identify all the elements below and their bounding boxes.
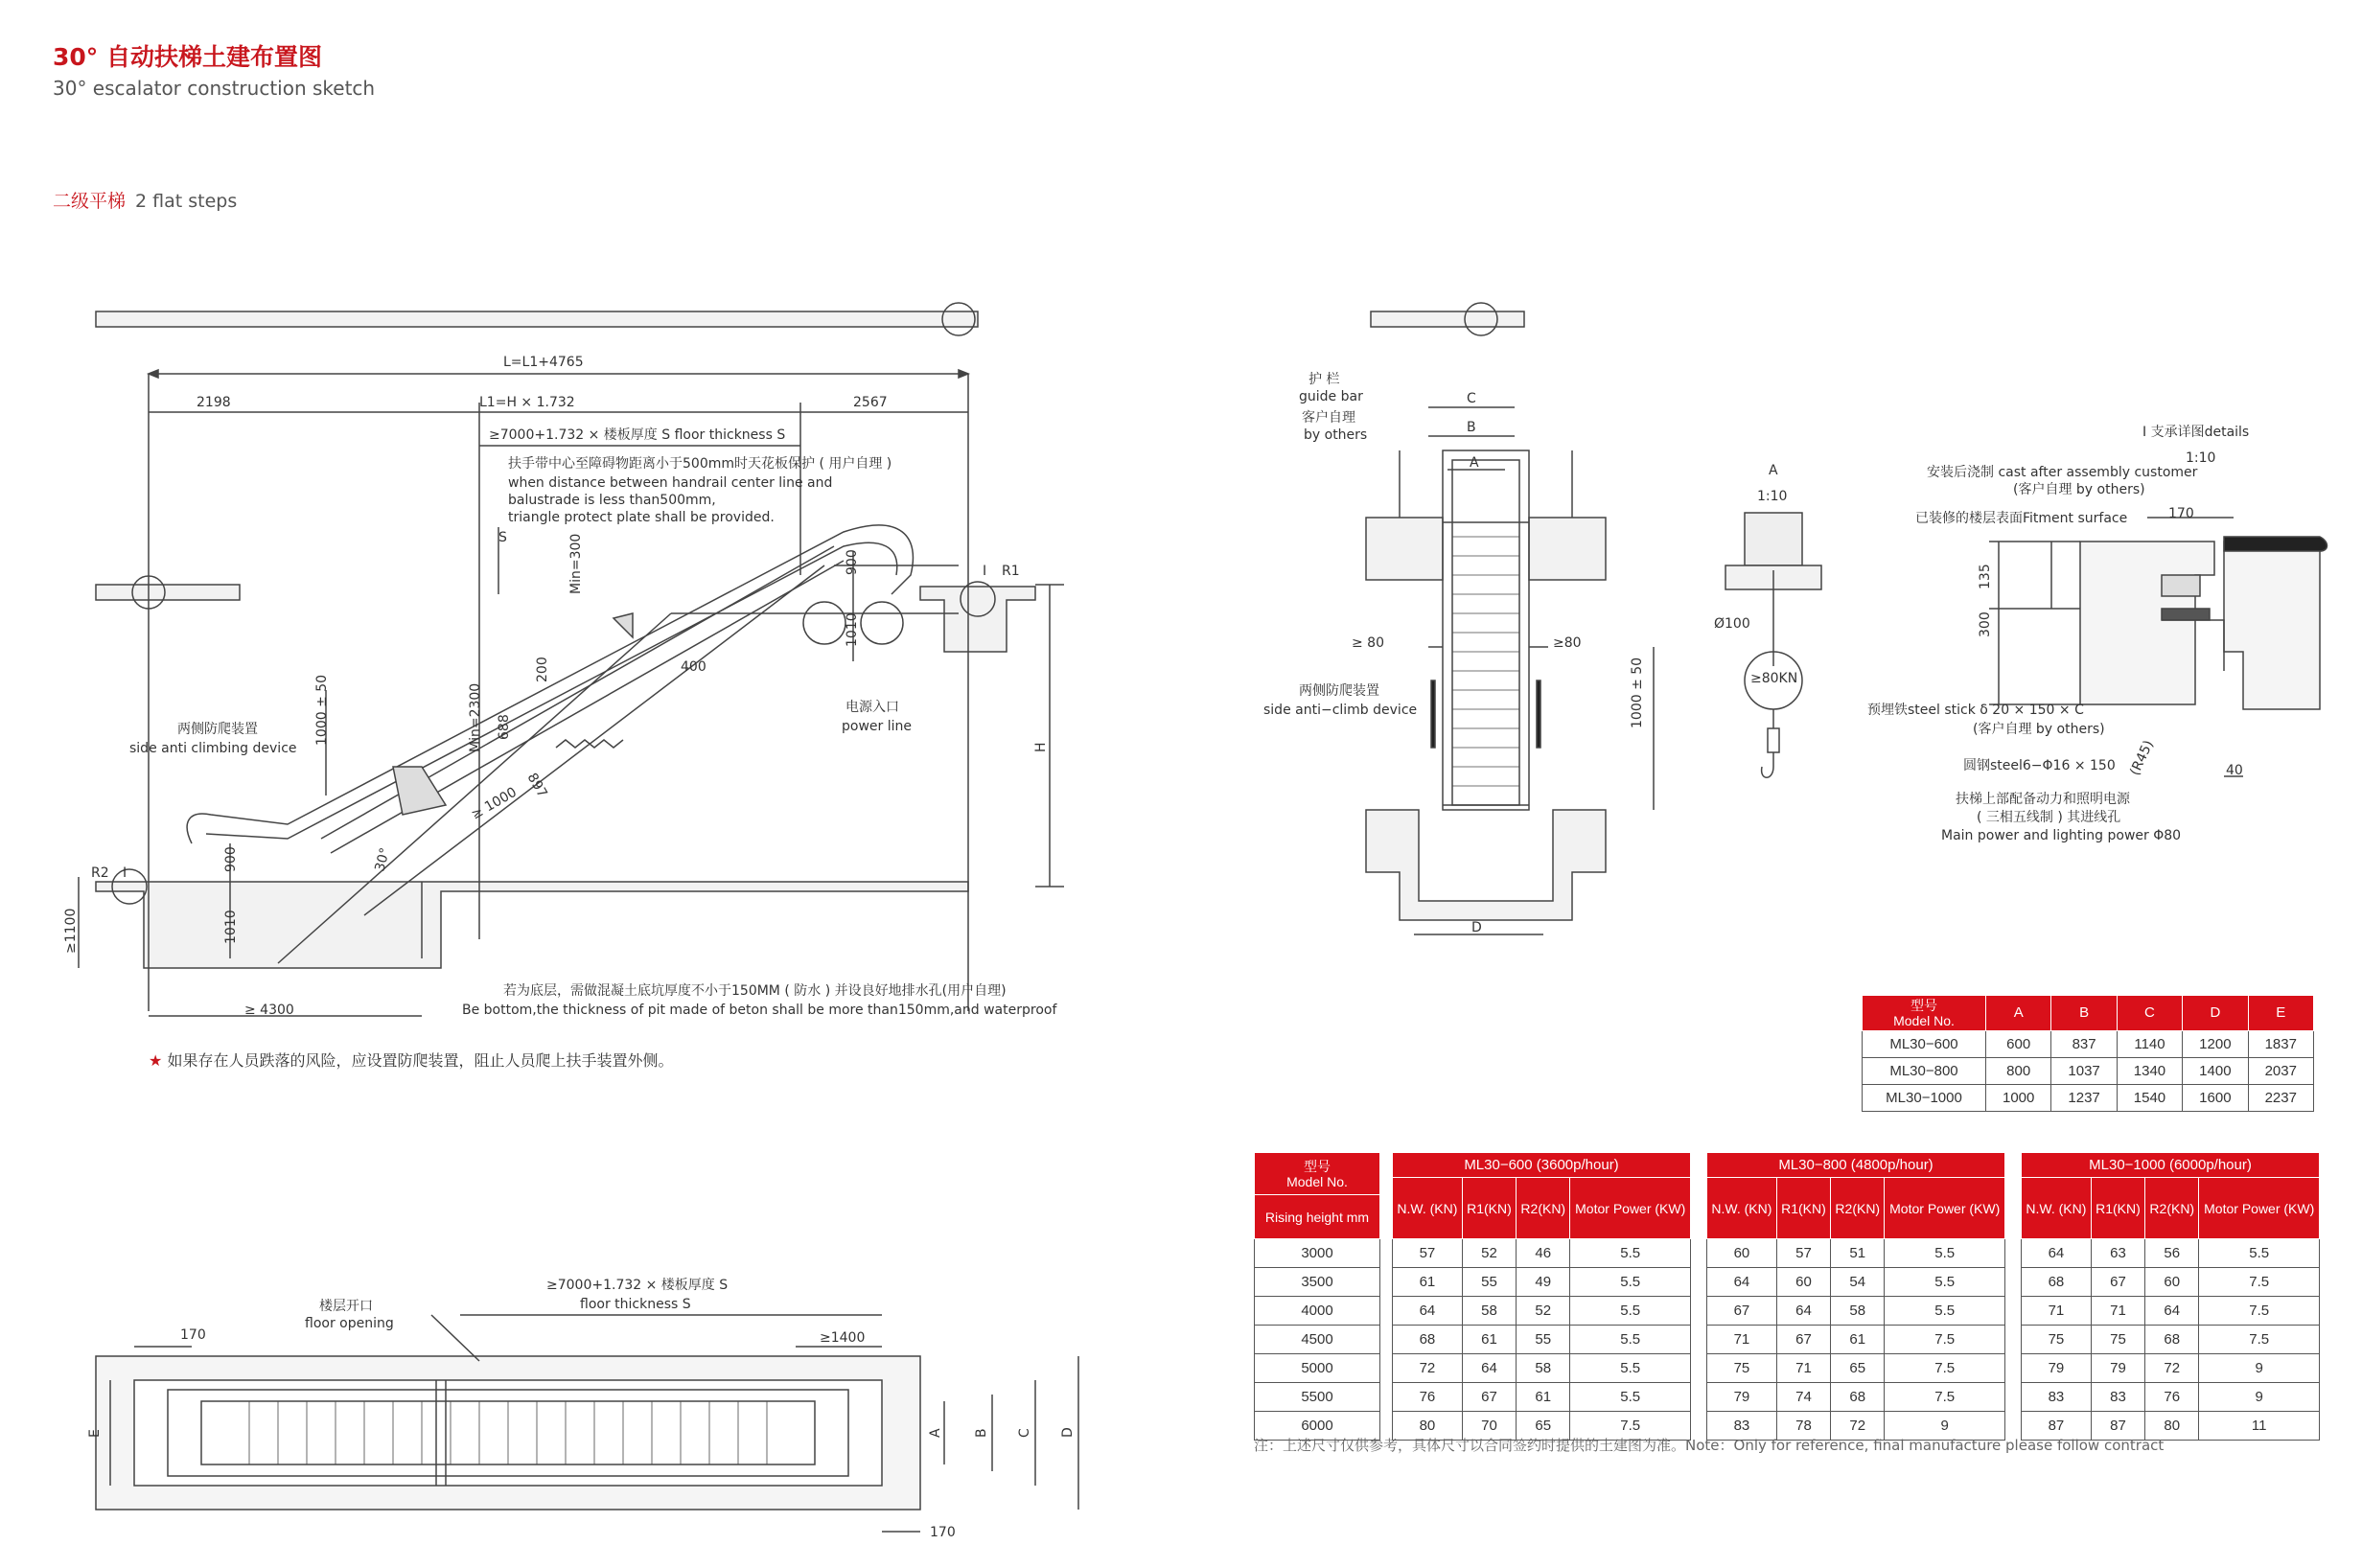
dim-col-d: D bbox=[2183, 996, 2248, 1031]
table-cell: 600 bbox=[1986, 1031, 2051, 1058]
table-cell: 6000 bbox=[1255, 1412, 1380, 1441]
table-cell: 3500 bbox=[1255, 1268, 1380, 1297]
dim-min2300: Min=2300 bbox=[468, 682, 483, 752]
table-cell: 87 bbox=[2022, 1412, 2092, 1441]
table-row bbox=[2022, 1354, 2320, 1383]
front-d: D bbox=[1471, 920, 1482, 935]
dim-table-head-cn: 型号 bbox=[1910, 998, 1937, 1013]
table-cell: 5.5 bbox=[1570, 1354, 1691, 1383]
table-cell: 2237 bbox=[2248, 1085, 2313, 1112]
table-cell: 63 bbox=[2091, 1239, 2144, 1268]
dim-left: 2198 bbox=[197, 395, 231, 410]
load-model-en: Model No. bbox=[1286, 1173, 1348, 1189]
front-anti-cn: 两侧防爬装置 bbox=[1299, 683, 1379, 699]
plan-d170-top: 170 bbox=[180, 1327, 206, 1343]
detail-i-power-3: Main power and lighting power Φ80 bbox=[1941, 828, 2182, 843]
table-cell: 67 bbox=[1776, 1326, 1830, 1354]
table-cell: 58 bbox=[1517, 1354, 1570, 1383]
table-cell: 837 bbox=[2051, 1031, 2117, 1058]
label-h: H bbox=[1033, 742, 1049, 752]
plan-view-drawing bbox=[96, 1315, 1078, 1532]
plan-e: E bbox=[87, 1429, 103, 1438]
detail-i-r45: (R45) bbox=[2127, 738, 2157, 778]
detail-a-drawing bbox=[1725, 513, 1821, 777]
table-row bbox=[1255, 1239, 1380, 1268]
anti-climb-warning bbox=[149, 1049, 673, 1071]
front-d1000pm50: 1000 ± 50 bbox=[1630, 657, 1645, 728]
table-row bbox=[1393, 1354, 1691, 1383]
table-cell: 49 bbox=[1517, 1268, 1570, 1297]
label-angle: 30° bbox=[372, 845, 394, 874]
dim-1010-top: 1010 bbox=[845, 612, 860, 647]
table-cell: 79 bbox=[2091, 1354, 2144, 1383]
table-cell: 7.5 bbox=[1885, 1354, 2005, 1383]
table-cell: 5500 bbox=[1255, 1383, 1380, 1412]
detail-a-load: ≥80KN bbox=[1750, 671, 1798, 686]
table-row bbox=[2022, 1239, 2320, 1268]
table-cell: 79 bbox=[1707, 1383, 1777, 1412]
table-cell: ML30−600 bbox=[1863, 1031, 1986, 1058]
table-row bbox=[1707, 1383, 2005, 1412]
dim-col-c: C bbox=[2117, 996, 2182, 1031]
table-row bbox=[2022, 1326, 2320, 1354]
label-i-bottom: I bbox=[123, 865, 127, 881]
table-cell: 83 bbox=[2022, 1383, 2092, 1412]
table-cell: 7.5 bbox=[2199, 1268, 2320, 1297]
dim-mid: L1=H × 1.732 bbox=[479, 395, 575, 410]
dim-900-bot: 900 bbox=[223, 846, 239, 872]
plan-opening-cn: 楼层开口 bbox=[319, 1299, 373, 1314]
table-cell: 80 bbox=[1393, 1412, 1463, 1441]
table-row bbox=[1393, 1326, 1691, 1354]
dim-200: 200 bbox=[535, 657, 550, 682]
table-cell: 64 bbox=[1393, 1297, 1463, 1326]
page-title-en: 30° escalator construction sketch bbox=[53, 77, 376, 100]
detail-i-power-1: 扶梯上部配备动力和照明电源 bbox=[1956, 792, 2130, 807]
detail-i-fitment: 已装修的楼层表面Fitment surface bbox=[1915, 511, 2128, 526]
table-row bbox=[2022, 1297, 2320, 1326]
dim-400: 400 bbox=[681, 659, 706, 675]
table-cell: 3000 bbox=[1255, 1239, 1380, 1268]
section-heading-cn: 二级平梯 bbox=[53, 191, 127, 212]
rising-height-table bbox=[1254, 1152, 1380, 1441]
table-cell: 7.5 bbox=[2199, 1326, 2320, 1354]
table-cell: 5.5 bbox=[1885, 1239, 2005, 1268]
table-cell: 1400 bbox=[2183, 1058, 2248, 1085]
table-cell: 65 bbox=[1517, 1412, 1570, 1441]
label-s: S bbox=[498, 530, 507, 545]
detail-a-scale: 1:10 bbox=[1757, 489, 1788, 504]
table-cell: 800 bbox=[1986, 1058, 2051, 1085]
table-cell: 72 bbox=[2145, 1354, 2199, 1383]
table-cell: 1340 bbox=[2117, 1058, 2182, 1085]
table-cell: 1000 bbox=[1986, 1085, 2051, 1112]
power-en: power line bbox=[842, 719, 912, 734]
detail-i-d300: 300 bbox=[1978, 611, 1993, 637]
table-cell: 5.5 bbox=[2199, 1239, 2320, 1268]
table-cell: ML30−800 bbox=[1863, 1058, 1986, 1085]
dim-min300: Min=300 bbox=[568, 533, 584, 594]
col-motor: Motor Power (KW) bbox=[1570, 1178, 1691, 1239]
table-cell: ML30−1000 bbox=[1863, 1085, 1986, 1112]
floor-opening-formula: ≥7000+1.732 × 楼板厚度 S floor thickness S bbox=[489, 427, 786, 443]
table-row bbox=[2022, 1383, 2320, 1412]
col-nw: N.W. (KN) bbox=[2022, 1178, 2092, 1239]
table-cell: 87 bbox=[2091, 1412, 2144, 1441]
dim-table-head-en: Model No. bbox=[1893, 1013, 1955, 1028]
table-cell: 68 bbox=[2145, 1326, 2199, 1354]
warning-text: 如果存在人员跌落的风险，应设置防爬装置，阻止人员爬上扶手装置外侧。 bbox=[167, 1051, 674, 1070]
page-title-cn: 30° 自动扶梯土建布置图 bbox=[53, 43, 322, 71]
col-nw: N.W. (KN) bbox=[1707, 1178, 1777, 1239]
table-cell: 64 bbox=[1776, 1297, 1830, 1326]
plan-d: D bbox=[1060, 1427, 1076, 1438]
table-cell: 64 bbox=[1707, 1268, 1777, 1297]
table-cell: 61 bbox=[1393, 1268, 1463, 1297]
others-cn: 客户自理 bbox=[1302, 410, 1355, 426]
table-cell: 61 bbox=[1517, 1383, 1570, 1412]
table-cell: 64 bbox=[1462, 1354, 1516, 1383]
dim-1000pm50: 1000 ± 50 bbox=[314, 674, 330, 746]
table-cell: 1837 bbox=[2248, 1031, 2313, 1058]
section-heading-en: 2 flat steps bbox=[135, 191, 238, 212]
table-row bbox=[2022, 1268, 2320, 1297]
table-cell: 83 bbox=[1707, 1412, 1777, 1441]
table-cell: 2037 bbox=[2248, 1058, 2313, 1085]
front-anti-en: side anti−climb device bbox=[1263, 703, 1418, 718]
guide-en: guide bar bbox=[1299, 389, 1363, 404]
table-cell: 68 bbox=[1831, 1383, 1885, 1412]
table-cell: 67 bbox=[1462, 1383, 1516, 1412]
table-cell: 1140 bbox=[2117, 1031, 2182, 1058]
table-cell: 52 bbox=[1517, 1297, 1570, 1326]
table-cell: 5.5 bbox=[1570, 1326, 1691, 1354]
table-cell: 76 bbox=[2145, 1383, 2199, 1412]
detail-i-d170: 170 bbox=[2168, 506, 2194, 521]
dim-total: L=L1+4765 bbox=[503, 355, 584, 370]
group-head: ML30−1000 (6000p/hour) bbox=[2022, 1153, 2320, 1178]
table-cell: 11 bbox=[2199, 1412, 2320, 1441]
table-cell: 5.5 bbox=[1570, 1239, 1691, 1268]
front-d80r: ≥80 bbox=[1553, 635, 1582, 651]
table-row bbox=[1707, 1239, 2005, 1268]
plan-c: C bbox=[1017, 1428, 1032, 1438]
detail-i-cast-en: (客户自理 by others) bbox=[2013, 482, 2145, 497]
table-row bbox=[1255, 1326, 1380, 1354]
plan-opening-en: floor opening bbox=[305, 1316, 394, 1331]
plan-formula-1: ≥7000+1.732 × 楼板厚度 S bbox=[546, 1278, 729, 1293]
pit-note-cn: 若为底层，需做混凝土底坑厚度不小于150MM ( 防水 ) 并设良好地排水孔(用户自理) bbox=[503, 983, 1007, 999]
dimension-table bbox=[1862, 995, 2314, 1112]
handrail-note-cn: 扶手带中心至障碍物距离小于500mm时天花板保护 ( 用户自理 ) bbox=[508, 456, 892, 472]
detail-i-d40: 40 bbox=[2226, 763, 2243, 778]
table-cell: 7.5 bbox=[2199, 1297, 2320, 1326]
detail-i-d135: 135 bbox=[1978, 564, 1993, 589]
table-cell: 5.5 bbox=[1570, 1268, 1691, 1297]
load-table-ml30-600 bbox=[1392, 1152, 1691, 1441]
table-row bbox=[1255, 1268, 1380, 1297]
table-cell: 72 bbox=[1831, 1412, 1885, 1441]
table-cell: 58 bbox=[1831, 1297, 1885, 1326]
table-cell: 7.5 bbox=[1885, 1383, 2005, 1412]
detail-i-scale: 1:10 bbox=[2186, 450, 2216, 466]
front-view-drawing bbox=[1366, 303, 1654, 934]
detail-i-cast-cn: 安装后浇制 cast after assembly customer bbox=[1927, 465, 2198, 480]
table-cell: 1237 bbox=[2051, 1085, 2117, 1112]
footnote: 注：上述尺寸仅供参考，具体尺寸以合同签约时提供的土建图为准。Note：Only for reference, final manufacture please follow contract bbox=[1254, 1437, 2165, 1454]
detail-i-steel6: 圆钢steel6−Φ16 × 150 bbox=[1963, 758, 2116, 773]
dim-1000: ≥ 1000 bbox=[469, 784, 520, 823]
plan-a: A bbox=[928, 1428, 943, 1438]
table-cell: 64 bbox=[2022, 1239, 2092, 1268]
table-cell: 64 bbox=[2145, 1297, 2199, 1326]
table-cell: 55 bbox=[1517, 1326, 1570, 1354]
table-row bbox=[1393, 1297, 1691, 1326]
table-cell: 5.5 bbox=[1570, 1297, 1691, 1326]
table-cell: 7.5 bbox=[1570, 1412, 1691, 1441]
dim-1010-bot: 1010 bbox=[223, 910, 239, 944]
table-row bbox=[1255, 1383, 1380, 1412]
col-motor: Motor Power (KW) bbox=[2199, 1178, 2320, 1239]
table-cell: 72 bbox=[1393, 1354, 1463, 1383]
table-cell: 61 bbox=[1462, 1326, 1516, 1354]
table-cell: 5.5 bbox=[1885, 1268, 2005, 1297]
table-row bbox=[1863, 1058, 2314, 1085]
dim-right: 2567 bbox=[853, 395, 888, 410]
front-a: A bbox=[1470, 455, 1479, 471]
front-d80l: ≥ 80 bbox=[1352, 635, 1384, 651]
front-b: B bbox=[1467, 420, 1476, 435]
table-cell: 68 bbox=[1393, 1326, 1463, 1354]
table-cell: 58 bbox=[1462, 1297, 1516, 1326]
table-cell: 5.5 bbox=[1885, 1297, 2005, 1326]
group-head: ML30−800 (4800p/hour) bbox=[1707, 1153, 2005, 1178]
table-row bbox=[1255, 1297, 1380, 1326]
table-cell: 5000 bbox=[1255, 1354, 1380, 1383]
table-cell: 65 bbox=[1831, 1354, 1885, 1383]
table-cell: 60 bbox=[1707, 1239, 1777, 1268]
col-r1: R1(KN) bbox=[1462, 1178, 1516, 1239]
front-c: C bbox=[1467, 391, 1476, 406]
table-cell: 1540 bbox=[2117, 1085, 2182, 1112]
handrail-note-en-1: when distance between handrail center line and bbox=[508, 475, 833, 491]
handrail-note-en-2: balustrade is less than500mm, bbox=[508, 493, 716, 508]
dim-1100: ≥1100 bbox=[63, 908, 79, 954]
anti-climb-en: side anti climbing device bbox=[129, 741, 297, 756]
table-cell: 60 bbox=[1776, 1268, 1830, 1297]
detail-i-title: I 支承详图details bbox=[2142, 425, 2250, 440]
table-cell: 80 bbox=[2145, 1412, 2199, 1441]
table-cell: 60 bbox=[2145, 1268, 2199, 1297]
load-table-ml30-1000 bbox=[2021, 1152, 2320, 1441]
col-r1: R1(KN) bbox=[1776, 1178, 1830, 1239]
load-rising-head: Rising height mm bbox=[1255, 1195, 1380, 1239]
table-cell: 1600 bbox=[2183, 1085, 2248, 1112]
load-model-head bbox=[1255, 1153, 1380, 1195]
power-cn: 电源入口 bbox=[845, 700, 899, 715]
table-cell: 7.5 bbox=[1885, 1326, 2005, 1354]
table-cell: 61 bbox=[1831, 1326, 1885, 1354]
table-cell: 68 bbox=[2022, 1268, 2092, 1297]
table-cell: 1037 bbox=[2051, 1058, 2117, 1085]
load-model-cn: 型号 bbox=[1304, 1158, 1331, 1174]
handrail-note-en-3: triangle protect plate shall be provided. bbox=[508, 510, 775, 525]
table-cell: 56 bbox=[2145, 1239, 2199, 1268]
col-motor: Motor Power (KW) bbox=[1885, 1178, 2005, 1239]
dim-col-e: E bbox=[2248, 996, 2313, 1031]
table-row bbox=[1863, 1031, 2314, 1058]
col-r1: R1(KN) bbox=[2091, 1178, 2144, 1239]
table-cell: 71 bbox=[2022, 1297, 2092, 1326]
label-i-top: I bbox=[983, 564, 987, 579]
detail-a-title: A bbox=[1769, 463, 1778, 478]
table-cell: 4000 bbox=[1255, 1297, 1380, 1326]
guide-cn: 护 栏 bbox=[1308, 372, 1340, 387]
dim-table-model-head bbox=[1863, 996, 1986, 1031]
load-table-ml30-800 bbox=[1706, 1152, 2005, 1441]
table-cell: 57 bbox=[1393, 1239, 1463, 1268]
table-cell: 79 bbox=[2022, 1354, 2092, 1383]
table-cell: 71 bbox=[1707, 1326, 1777, 1354]
table-cell: 57 bbox=[1776, 1239, 1830, 1268]
table-cell: 4500 bbox=[1255, 1326, 1380, 1354]
detail-i-drawing bbox=[1989, 518, 2327, 776]
label-r2: R2 bbox=[91, 865, 109, 881]
anti-climb-cn: 两侧防爬装置 bbox=[177, 722, 258, 737]
table-cell: 67 bbox=[2091, 1268, 2144, 1297]
table-row bbox=[1393, 1268, 1691, 1297]
plan-b: B bbox=[974, 1428, 989, 1438]
dim-col-b: B bbox=[2051, 996, 2117, 1031]
table-cell: 74 bbox=[1776, 1383, 1830, 1412]
table-cell: 1200 bbox=[2183, 1031, 2248, 1058]
label-r1: R1 bbox=[1002, 564, 1020, 579]
table-cell: 67 bbox=[1707, 1297, 1777, 1326]
detail-i-power-2: ( 三相五线制 ) 其进线孔 bbox=[1977, 810, 2121, 825]
table-cell: 75 bbox=[2022, 1326, 2092, 1354]
warning-star-icon: ★ bbox=[149, 1051, 163, 1070]
others-en: by others bbox=[1304, 427, 1368, 443]
table-cell: 51 bbox=[1831, 1239, 1885, 1268]
table-row bbox=[1707, 1268, 2005, 1297]
table-row bbox=[1707, 1354, 2005, 1383]
plan-formula-2: floor thickness S bbox=[580, 1297, 691, 1312]
plan-d1400: ≥1400 bbox=[820, 1330, 866, 1346]
table-cell: 71 bbox=[1776, 1354, 1830, 1383]
table-cell: 75 bbox=[1707, 1354, 1777, 1383]
dim-4300: ≥ 4300 bbox=[244, 1003, 294, 1018]
dim-688: 688 bbox=[497, 714, 512, 740]
table-cell: 55 bbox=[1462, 1268, 1516, 1297]
table-cell: 52 bbox=[1462, 1239, 1516, 1268]
detail-i-steel-stick-by: (客户自理 by others) bbox=[1973, 722, 2105, 737]
table-cell: 76 bbox=[1393, 1383, 1463, 1412]
table-cell: 71 bbox=[2091, 1297, 2144, 1326]
col-r2: R2(KN) bbox=[1831, 1178, 1885, 1239]
table-row bbox=[1255, 1354, 1380, 1383]
col-r2: R2(KN) bbox=[1517, 1178, 1570, 1239]
table-cell: 46 bbox=[1517, 1239, 1570, 1268]
table-cell: 78 bbox=[1776, 1412, 1830, 1441]
group-head: ML30−600 (3600p/hour) bbox=[1393, 1153, 1691, 1178]
dim-897: 897 bbox=[523, 771, 550, 801]
detail-a-phi: Ø100 bbox=[1714, 616, 1750, 632]
table-row bbox=[1393, 1383, 1691, 1412]
pit-note-en: Be bottom,the thickness of pit made of beton shall be more than150mm,and waterproof bbox=[462, 1003, 1057, 1018]
table-row bbox=[1707, 1326, 2005, 1354]
dim-900-top: 900 bbox=[845, 549, 860, 575]
table-row bbox=[1707, 1297, 2005, 1326]
table-cell: 9 bbox=[2199, 1354, 2320, 1383]
col-nw: N.W. (KN) bbox=[1393, 1178, 1463, 1239]
table-cell: 5.5 bbox=[1570, 1383, 1691, 1412]
dim-col-a: A bbox=[1986, 996, 2051, 1031]
col-r2: R2(KN) bbox=[2145, 1178, 2199, 1239]
table-row bbox=[1393, 1239, 1691, 1268]
table-cell: 54 bbox=[1831, 1268, 1885, 1297]
detail-i-steel-stick: 预埋铁steel stick δ 20 × 150 × C bbox=[1867, 703, 2084, 718]
table-row bbox=[1863, 1085, 2314, 1112]
table-cell: 70 bbox=[1462, 1412, 1516, 1441]
table-cell: 83 bbox=[2091, 1383, 2144, 1412]
plan-d170-bot: 170 bbox=[930, 1525, 956, 1540]
table-cell: 9 bbox=[1885, 1412, 2005, 1441]
table-cell: 75 bbox=[2091, 1326, 2144, 1354]
table-cell: 9 bbox=[2199, 1383, 2320, 1412]
